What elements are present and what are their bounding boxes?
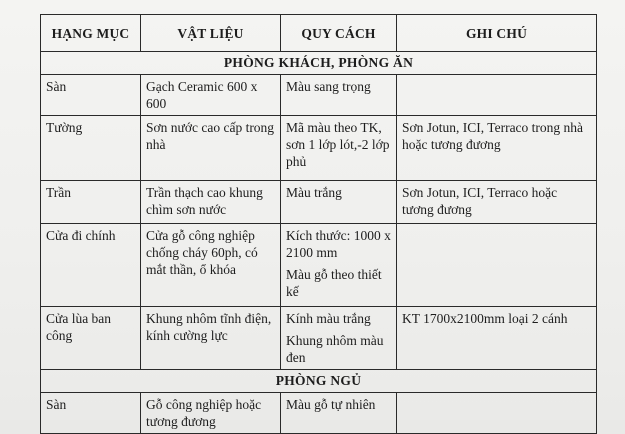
cell-item: Sàn (41, 393, 141, 434)
section-title: PHÒNG NGỦ (41, 370, 597, 393)
cell-material: Sơn nước cao cấp trong nhà (141, 116, 281, 181)
table-row (41, 116, 597, 181)
table-row (41, 75, 597, 116)
cell-item: Cửa đi chính (41, 224, 141, 307)
cell-item: Trần (41, 181, 141, 224)
cell-note: Sơn Jotun, ICI, Terraco trong nhà hoặc tương đương (397, 116, 597, 181)
cell-material: Gạch Ceramic 600 x 600 (141, 75, 281, 116)
table-header-row (41, 15, 597, 52)
cell-spec (281, 116, 397, 181)
cell-item: Cửa lùa ban công (41, 307, 141, 370)
spec-line: Khung nhôm màu đen (286, 333, 384, 365)
cell-spec (281, 393, 397, 434)
cell-item: Tường (41, 116, 141, 181)
cell-material: Cửa gỗ công nghiệp chống cháy 60ph, có mắt thần, ổ khóa (141, 224, 281, 307)
cell-spec (281, 224, 397, 307)
cell-note (397, 393, 597, 434)
cell-note (397, 75, 597, 116)
spec-line: Mã màu theo TK, sơn 1 lớp lót,-2 lớp phủ (286, 120, 390, 169)
cell-material: Gỗ công nghiệp hoặc tương đương (141, 393, 281, 434)
cell-note: KT 1700x2100mm loại 2 cánh (397, 307, 597, 370)
cell-note: Sơn Jotun, ICI, Terraco hoặc tương đương (397, 181, 597, 224)
cell-material: Trần thạch cao khung chìm sơn nước (141, 181, 281, 224)
cell-material: Khung nhôm tĩnh điện, kính cường lực (141, 307, 281, 370)
section-title: PHÒNG KHÁCH, PHÒNG ĂN (41, 52, 597, 75)
header-spec: QUY CÁCH (281, 15, 397, 52)
spec-line: Màu gỗ tự nhiên (286, 397, 376, 412)
table-row (41, 224, 597, 307)
cell-spec (281, 307, 397, 370)
header-material: VẬT LIỆU (141, 15, 281, 52)
section-row-bedroom (41, 370, 597, 393)
cell-note (397, 224, 597, 307)
materials-table (40, 14, 597, 434)
header-note: GHI CHÚ (397, 15, 597, 52)
header-item: HẠNG MỤC (41, 15, 141, 52)
table-row (41, 307, 597, 370)
spec-line: Màu trắng (286, 185, 342, 200)
cell-item: Sàn (41, 75, 141, 116)
spec-line: Kính màu trắng (286, 311, 371, 326)
spec-line: Màu sang trọng (286, 79, 371, 94)
section-row-living (41, 52, 597, 75)
table-row (41, 393, 597, 434)
cell-spec (281, 75, 397, 116)
table-row (41, 181, 597, 224)
cell-spec (281, 181, 397, 224)
spec-line: Màu gỗ theo thiết kế (286, 267, 382, 299)
spec-line: Kích thước: 1000 x 2100 mm (286, 228, 391, 260)
